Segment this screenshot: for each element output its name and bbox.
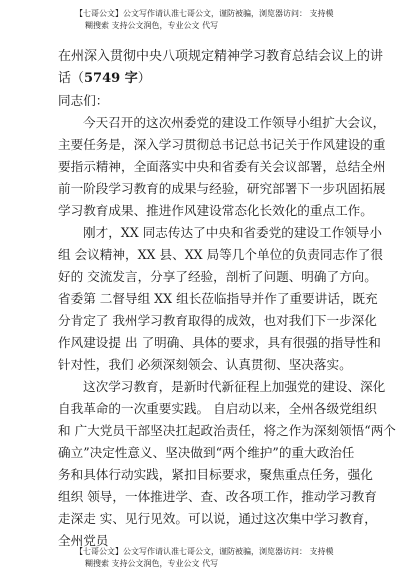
p1-line: 要指示精神，全面落实中央和省委有关会议部署，总结全州 [58,159,386,174]
footer-notice-line2: 糊搜索 支持公文润色，专业公文 代写 [85,559,219,568]
p1-line: 前一阶段学习教育的成果与经验，研究部署下一步巩固拓展 [58,181,386,196]
footer-notice [75,546,375,570]
p3-line: 走深走 实、见行见效。可以说，通过这次集中学习教育， [58,511,377,526]
p2-line: 好的 交流发言，分享了经验，剖析了问题、明确了方向。 [58,269,377,284]
p1-line: 今天召开的这次州委党的建设工作领导小组扩大会议， [83,115,386,130]
document-body [58,46,396,552]
p3-line: 自我革命的一次重要实践。 自启动以来，全州各级党组织 [58,401,377,416]
p3-line: 这次学习教育，是新时代新征程上加强党的建设、深化 [83,379,386,394]
p2-line: 作风建设提 出 了明确、具体的要求，具有很强的指导性和 [58,335,381,350]
p2-line: 组 会议精神，XX 县、XX 局等几个单位的负责同志作了很 [58,247,383,262]
document-title-line2 [58,68,352,90]
p2-line: 省委第 二督导组 XX 组长莅临指导并作了重要讲话，既充 [58,291,378,306]
p3-line: 全州党员 [58,533,109,548]
title-text: 话（ [58,71,85,86]
p1-line: 学习教育成果、推进作风建设常态化长效化的重点工作。 [58,203,373,218]
header-notice [75,8,375,32]
title-close-paren: ） [137,71,151,86]
p3-line: 务和具体行动实践，紧扣目标要求，聚焦重点任务，强化 [58,467,373,482]
footer-notice-line1: 【七哥公文】公文写作请认准七哥公文，谨防被骗，浏览器访问： 支持模 [75,547,334,556]
p1-line: 主要任务是，深入学习贯彻总书记总书记关于作风建设的重 [58,137,386,152]
header-notice-line1: 【七哥公文】公文写作请认准七哥公文，谨防被骗，浏览器访问： 支持模 [75,9,334,18]
p3-line: 组织 领导，一体推进学、查、改各项工作，推动学习教育 [58,489,377,504]
p2-line: 刚才，XX 同志传达了中央和省委党的建设工作领导小 [83,225,382,240]
header-notice-line2: 糊搜索 支持公文润色，专业公文 代写 [85,21,219,30]
salutation: 同志们： [58,93,109,108]
document-title-line1: 在州深入贯彻中央八项规定精神学习教育总结会议上的讲 [58,49,384,64]
word-count: 5749 字 [84,71,138,86]
p2-line: 分肯定了 我州学习教育取得的成效，也对我们下一步深化 [58,313,377,328]
p3-line: 确立”决定性意义、坚决做到“两个维护”的重大政治任 [58,445,355,460]
p3-line: 和 广大党员干部坚决扛起政治责任，将之作为深刻领悟“两个 [58,423,396,438]
p2-line: 针对性，我们 必须深刻领会、认真贯彻、坚决落实。 [58,357,352,372]
